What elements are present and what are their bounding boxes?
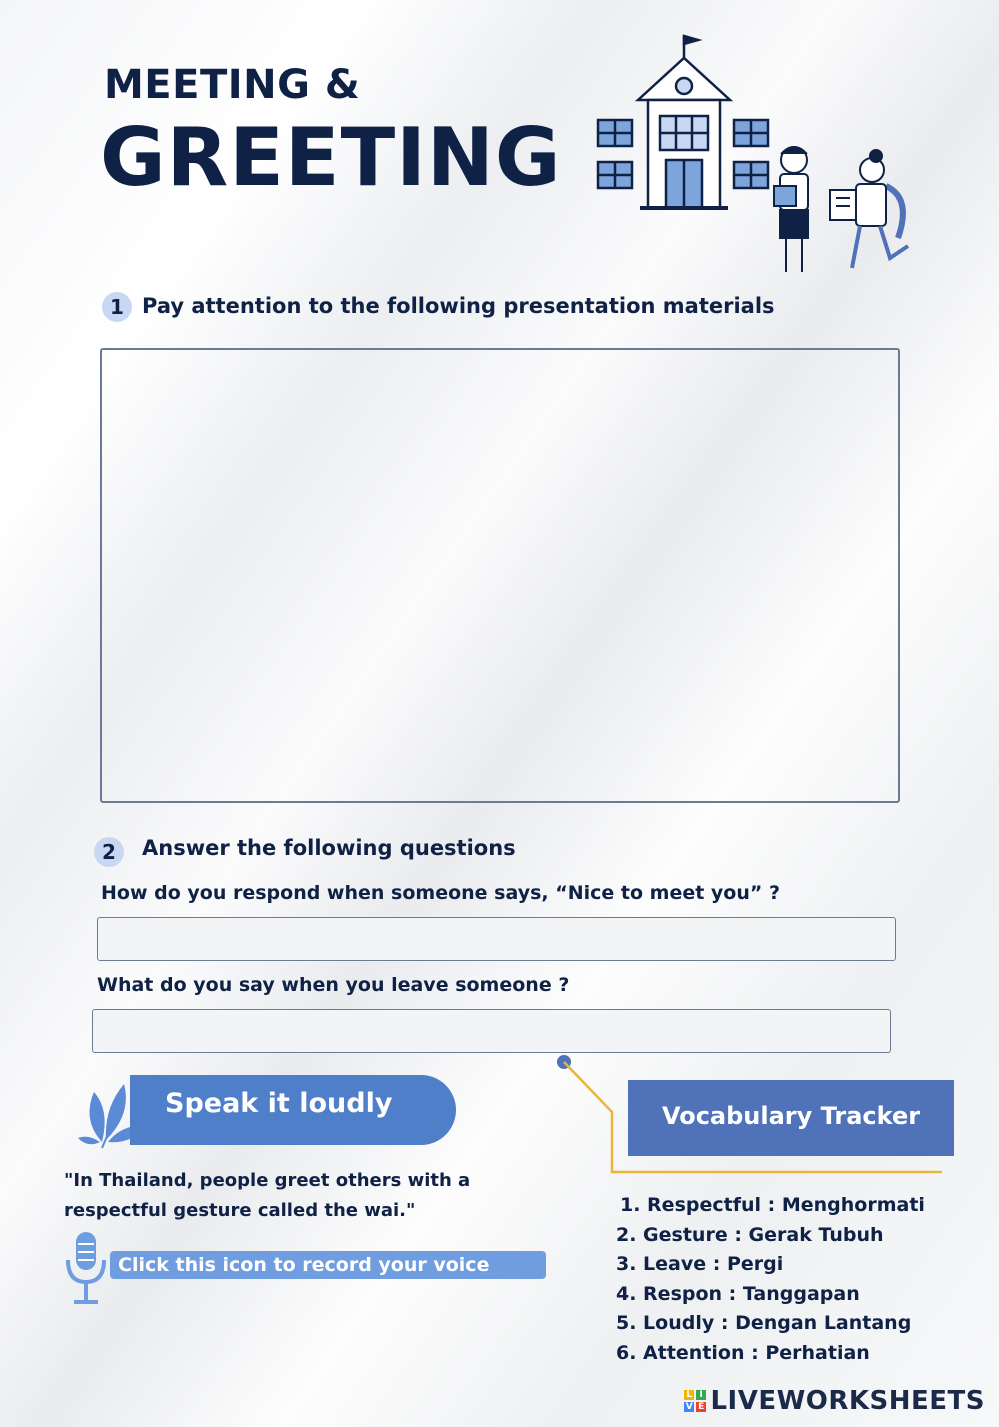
section-2-number: 2 [94, 837, 124, 867]
brand-name: LIVEWORKSHEETS [710, 1386, 985, 1416]
section-1-title: Pay attention to the following presentation materials [142, 294, 775, 318]
question-1: How do you respond when someone says, “Nice to meet you” ? [101, 882, 781, 904]
presentation-frame[interactable] [100, 348, 900, 803]
vocab-item: 5. Loudly : Dengan Lantang [616, 1312, 912, 1335]
vocab-item: 6. Attention : Perhatian [616, 1341, 870, 1364]
liveworksheets-logo-icon [684, 1390, 706, 1412]
section-2-title: Answer the following questions [142, 836, 516, 860]
vocab-item: 1. Respectful : Menghormati [620, 1194, 925, 1216]
vocab-tracker-title: Vocabulary Tracker [628, 1080, 954, 1156]
microphone-icon[interactable] [64, 1230, 108, 1306]
answer-2-input[interactable] [92, 1009, 891, 1053]
vocab-item: 4. Respon : Tanggapan [616, 1282, 860, 1305]
vocab-item: 3. Leave : Pergi [616, 1253, 784, 1276]
school-illustration [590, 28, 920, 278]
answer-1-input[interactable] [97, 917, 896, 961]
quote-line-2: respectful gesture called the wai." [64, 1200, 416, 1221]
school-building-icon [598, 36, 768, 208]
logo-letter: L [686, 1390, 693, 1400]
vocab-item: 2. Gesture : Gerak Tubuh [616, 1223, 884, 1246]
vocab-list [616, 1191, 925, 1369]
logo-letter: E [698, 1402, 705, 1412]
logo-letter: V [685, 1402, 694, 1412]
question-2: What do you say when you leave someone ? [97, 974, 570, 996]
section-1-number: 1 [102, 292, 132, 322]
student-boy-icon [774, 147, 808, 272]
record-voice-button[interactable]: Click this icon to record your voice [110, 1251, 546, 1279]
title-line-1: MEETING & [104, 62, 361, 108]
logo-letter: I [696, 1390, 706, 1400]
title-line-2: GREETING [100, 111, 562, 204]
quote-text [64, 1166, 554, 1226]
speak-label: Speak it loudly [165, 1088, 393, 1119]
student-girl-icon [830, 150, 908, 268]
quote-line-1: "In Thailand, people greet others with a [64, 1170, 471, 1191]
liveworksheets-brand [684, 1386, 985, 1416]
